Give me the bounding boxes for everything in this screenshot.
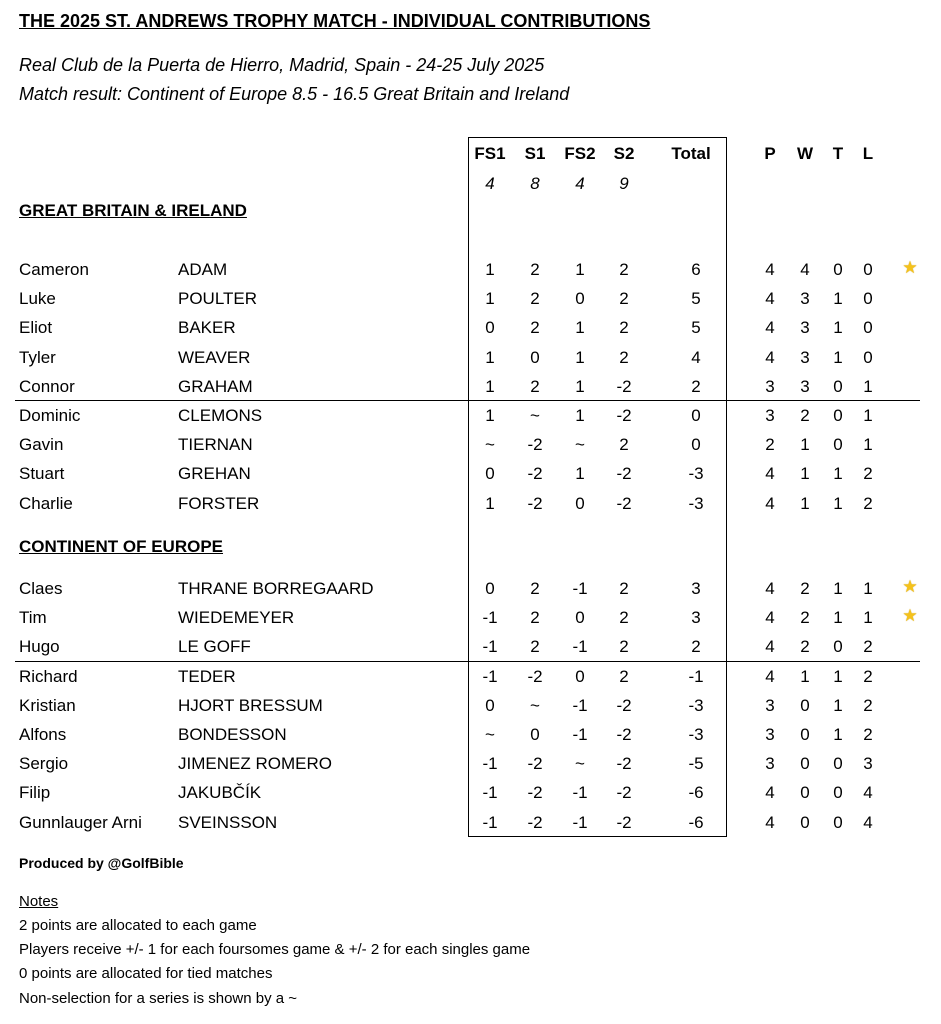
- player-last-name: POULTER: [178, 289, 258, 309]
- cell-p: 3: [765, 406, 775, 425]
- player-last-name: LE GOFF: [178, 637, 251, 657]
- cell-w: 0: [800, 725, 810, 744]
- cell-w: 3: [800, 289, 810, 309]
- team-heading: GREAT BRITAIN & IRELAND: [19, 201, 247, 220]
- player-last-name: TIERNAN: [178, 435, 253, 455]
- cell-t: 0: [833, 260, 843, 279]
- cell-s1: 0: [530, 725, 540, 744]
- cell-s2: 2: [619, 608, 629, 628]
- player-first-name: Dominic: [19, 406, 81, 425]
- player-first-name: Gavin: [19, 435, 64, 455]
- cell-fs1: 1: [485, 376, 495, 396]
- cell-fs1: -1: [482, 666, 498, 686]
- cell-t: 0: [833, 435, 843, 455]
- cell-fs1: 1: [485, 260, 495, 279]
- cell-s1: ~: [530, 695, 540, 715]
- cell-p: 2: [765, 435, 775, 455]
- match-result: Match result: Continent of Europe 8.5 - 16.5 Great Britain and Ireland: [19, 84, 570, 104]
- cell-s1: -2: [527, 493, 543, 513]
- col-header-s2: S2: [613, 144, 635, 163]
- cell-total: 0: [691, 435, 701, 455]
- cell-w: 0: [800, 754, 810, 774]
- cell-fs2: -1: [572, 812, 588, 832]
- cell-s2: -2: [616, 464, 632, 484]
- cell-p: 3: [765, 754, 775, 774]
- star-icon: ★: [902, 577, 918, 596]
- venue-line: Real Club de la Puerta de Hierro, Madrid, Spain - 24-25 July 2025: [19, 55, 545, 75]
- player-first-name: Hugo: [19, 637, 60, 657]
- player-last-name: TEDER: [178, 666, 236, 686]
- cell-w: 1: [800, 435, 810, 455]
- cell-l: 1: [863, 406, 873, 425]
- player-last-name: HJORT BRESSUM: [178, 695, 323, 715]
- cell-l: 1: [863, 376, 873, 396]
- player-last-name: JIMENEZ ROMERO: [178, 754, 332, 774]
- cell-p: 4: [765, 289, 775, 309]
- cell-fs2: ~: [575, 435, 585, 455]
- star-icon: ★: [902, 258, 918, 277]
- player-last-name: FORSTER: [178, 493, 260, 513]
- cell-fs2: -1: [572, 579, 588, 598]
- cell-w: 3: [800, 347, 810, 367]
- cell-t: 0: [833, 812, 843, 832]
- cell-t: 0: [833, 783, 843, 803]
- cell-fs2: 0: [575, 608, 585, 628]
- cell-fs1: 1: [485, 493, 495, 513]
- cell-total: 3: [691, 579, 701, 598]
- cell-total: 0: [691, 406, 701, 425]
- cell-total: 2: [691, 637, 701, 657]
- cell-p: 4: [765, 318, 775, 338]
- cell-s2: -2: [616, 376, 632, 396]
- player-first-name: Luke: [19, 289, 56, 309]
- cell-s2: -2: [616, 783, 632, 803]
- cell-total: -1: [688, 666, 704, 686]
- cell-w: 1: [800, 666, 810, 686]
- count-fs1: 4: [485, 174, 495, 193]
- cell-t: 0: [833, 754, 843, 774]
- count-fs2: 4: [575, 174, 585, 193]
- cell-l: 2: [863, 695, 873, 715]
- note-item: Non-selection for a series is shown by a ~: [19, 990, 298, 1007]
- cell-fs1: 0: [485, 318, 495, 338]
- player-first-name: Cameron: [19, 260, 89, 279]
- player-last-name: BONDESSON: [178, 725, 287, 744]
- cell-p: 4: [765, 260, 775, 279]
- cell-fs2: 0: [575, 289, 585, 309]
- cell-w: 2: [800, 637, 810, 657]
- cell-s1: 2: [530, 376, 540, 396]
- cell-fs1: 1: [485, 347, 495, 367]
- cell-s1: ~: [530, 406, 540, 425]
- cell-t: 1: [833, 725, 843, 744]
- cell-t: 0: [833, 376, 843, 396]
- cell-p: 4: [765, 579, 775, 598]
- player-first-name: Filip: [19, 783, 51, 803]
- cell-s2: 2: [619, 666, 629, 686]
- cell-p: 4: [765, 637, 775, 657]
- cell-total: -6: [688, 783, 704, 803]
- cell-fs2: -1: [572, 695, 588, 715]
- cell-total: 5: [691, 289, 701, 309]
- divider-line: [15, 661, 920, 662]
- cell-t: 1: [833, 318, 843, 338]
- player-last-name: GREHAN: [178, 464, 251, 484]
- cell-p: 4: [765, 608, 775, 628]
- cell-fs2: 1: [575, 260, 585, 279]
- cell-s1: 2: [530, 637, 540, 657]
- cell-s2: -2: [616, 812, 632, 832]
- col-header-l: L: [862, 144, 874, 163]
- cell-t: 1: [833, 464, 843, 484]
- cell-l: 2: [863, 464, 873, 484]
- cell-l: 2: [863, 493, 873, 513]
- cell-w: 2: [800, 579, 810, 598]
- note-item: 2 points are allocated to each game: [19, 917, 257, 934]
- cell-s1: -2: [527, 754, 543, 774]
- cell-w: 1: [800, 464, 810, 484]
- count-s1: 8: [530, 174, 540, 193]
- cell-l: 1: [863, 435, 873, 455]
- player-last-name: BAKER: [178, 318, 236, 338]
- cell-fs1: 0: [485, 464, 495, 484]
- cell-s1: -2: [527, 435, 543, 455]
- cell-t: 0: [833, 637, 843, 657]
- cell-s2: -2: [616, 493, 632, 513]
- player-first-name: Charlie: [19, 493, 73, 513]
- player-last-name: GRAHAM: [178, 376, 253, 396]
- cell-s2: 2: [619, 435, 629, 455]
- col-header-total: Total: [671, 144, 711, 163]
- cell-s2: 2: [619, 260, 629, 279]
- note-item: 0 points are allocated for tied matches: [19, 965, 273, 982]
- cell-s2: -2: [616, 695, 632, 715]
- player-first-name: Claes: [19, 579, 63, 598]
- player-first-name: Gunnlauger Arni: [19, 812, 142, 832]
- cell-fs2: -1: [572, 783, 588, 803]
- cell-t: 1: [833, 579, 843, 598]
- player-last-name: SVEINSSON: [178, 812, 278, 832]
- cell-p: 4: [765, 347, 775, 367]
- col-header-p: P: [764, 144, 776, 163]
- cell-s2: 2: [619, 579, 629, 598]
- team-heading: CONTINENT OF EUROPE: [19, 537, 224, 556]
- cell-fs2: 0: [575, 493, 585, 513]
- cell-t: 0: [833, 406, 843, 425]
- cell-s1: 2: [530, 260, 540, 279]
- cell-w: 0: [800, 783, 810, 803]
- cell-fs1: ~: [485, 725, 495, 744]
- cell-total: -3: [688, 464, 704, 484]
- cell-total: -5: [688, 754, 704, 774]
- cell-w: 1: [800, 493, 810, 513]
- cell-fs1: 0: [485, 579, 495, 598]
- player-last-name: ADAM: [178, 260, 228, 279]
- cell-p: 3: [765, 725, 775, 744]
- cell-l: 2: [863, 666, 873, 686]
- cell-fs1: -1: [482, 608, 498, 628]
- cell-s1: 0: [530, 347, 540, 367]
- cell-p: 4: [765, 464, 775, 484]
- cell-l: 4: [863, 812, 873, 832]
- cell-l: 0: [863, 260, 873, 279]
- player-first-name: Tyler: [19, 347, 56, 367]
- cell-t: 1: [833, 347, 843, 367]
- cell-fs1: -1: [482, 637, 498, 657]
- player-last-name: CLEMONS: [178, 406, 263, 425]
- cell-fs2: -1: [572, 637, 588, 657]
- player-first-name: Tim: [19, 608, 47, 628]
- cell-s1: 2: [530, 608, 540, 628]
- cell-l: 0: [863, 289, 873, 309]
- cell-t: 1: [833, 289, 843, 309]
- cell-s2: 2: [619, 289, 629, 309]
- cell-s1: 2: [530, 579, 540, 598]
- player-first-name: Kristian: [19, 695, 76, 715]
- cell-l: 2: [863, 725, 873, 744]
- cell-w: 2: [800, 608, 810, 628]
- player-first-name: Alfons: [19, 725, 67, 744]
- cell-total: -6: [688, 812, 704, 832]
- player-last-name: WEAVER: [178, 347, 251, 367]
- note-item: Players receive +/- 1 for each foursomes game & +/- 2 for each singles game: [19, 941, 531, 958]
- cell-s2: 2: [619, 347, 629, 367]
- cell-l: 2: [863, 637, 873, 657]
- cell-fs2: -1: [572, 725, 588, 744]
- cell-w: 2: [800, 406, 810, 425]
- cell-p: 4: [765, 783, 775, 803]
- cell-total: -3: [688, 695, 704, 715]
- cell-fs1: 1: [485, 406, 495, 425]
- cell-s1: -2: [527, 464, 543, 484]
- cell-t: 1: [833, 666, 843, 686]
- cell-t: 1: [833, 695, 843, 715]
- col-header-fs1: FS1: [474, 144, 506, 163]
- cell-w: 4: [800, 260, 810, 279]
- player-last-name: WIEDEMEYER: [178, 608, 295, 628]
- cell-s2: 2: [619, 637, 629, 657]
- cell-p: 4: [765, 812, 775, 832]
- cell-l: 4: [863, 783, 873, 803]
- cell-fs2: ~: [575, 754, 585, 774]
- col-header-s1: S1: [524, 144, 546, 163]
- player-first-name: Eliot: [19, 318, 53, 338]
- cell-l: 1: [863, 579, 873, 598]
- cell-w: 0: [800, 695, 810, 715]
- cell-p: 4: [765, 666, 775, 686]
- cell-total: -3: [688, 493, 704, 513]
- notes-heading: Notes: [19, 893, 59, 910]
- cell-s1: -2: [527, 812, 543, 832]
- cell-total: 4: [691, 347, 701, 367]
- cell-fs2: 0: [575, 666, 585, 686]
- cell-l: 0: [863, 347, 873, 367]
- cell-total: -3: [688, 725, 704, 744]
- cell-s1: 2: [530, 318, 540, 338]
- cell-fs1: -1: [482, 812, 498, 832]
- cell-fs1: 1: [485, 289, 495, 309]
- count-s2: 9: [619, 174, 629, 193]
- cell-total: 3: [691, 608, 701, 628]
- player-first-name: Richard: [19, 666, 78, 686]
- cell-p: 3: [765, 376, 775, 396]
- cell-fs2: 1: [575, 376, 585, 396]
- cell-t: 1: [833, 493, 843, 513]
- player-first-name: Stuart: [19, 464, 65, 484]
- cell-w: 3: [800, 318, 810, 338]
- cell-s1: 2: [530, 289, 540, 309]
- cell-s2: -2: [616, 754, 632, 774]
- cell-l: 0: [863, 318, 873, 338]
- cell-fs2: 1: [575, 318, 585, 338]
- cell-fs2: 1: [575, 464, 585, 484]
- cell-total: 2: [691, 376, 701, 396]
- cell-fs1: -1: [482, 754, 498, 774]
- col-header-fs2: FS2: [564, 144, 596, 163]
- cell-s1: -2: [527, 783, 543, 803]
- cell-fs2: 1: [575, 347, 585, 367]
- cell-fs2: 1: [575, 406, 585, 425]
- cell-w: 0: [800, 812, 810, 832]
- player-first-name: Connor: [19, 376, 75, 396]
- cell-s2: -2: [616, 406, 632, 425]
- player-last-name: THRANE BORREGAARD: [178, 579, 374, 598]
- cell-t: 1: [833, 608, 843, 628]
- cell-total: 6: [691, 260, 701, 279]
- page-title: THE 2025 ST. ANDREWS TROPHY MATCH - INDIVIDUAL CONTRIBUTIONS: [19, 11, 651, 31]
- col-header-t: T: [832, 144, 844, 163]
- produced-by: Produced by @GolfBible: [19, 855, 184, 871]
- player-first-name: Sergio: [19, 754, 69, 774]
- player-last-name: JAKUBČÍK: [178, 783, 262, 803]
- cell-l: 1: [863, 608, 873, 628]
- cell-s1: -2: [527, 666, 543, 686]
- cell-s2: -2: [616, 725, 632, 744]
- cell-l: 3: [863, 754, 873, 774]
- divider-line: [15, 400, 920, 401]
- cell-p: 4: [765, 493, 775, 513]
- cell-w: 3: [800, 376, 810, 396]
- cell-fs1: 0: [485, 695, 495, 715]
- cell-p: 3: [765, 695, 775, 715]
- star-icon: ★: [902, 606, 918, 626]
- cell-total: 5: [691, 318, 701, 338]
- cell-s2: 2: [619, 318, 629, 338]
- col-header-w: W: [796, 144, 814, 163]
- cell-fs1: ~: [485, 435, 495, 455]
- cell-fs1: -1: [482, 783, 498, 803]
